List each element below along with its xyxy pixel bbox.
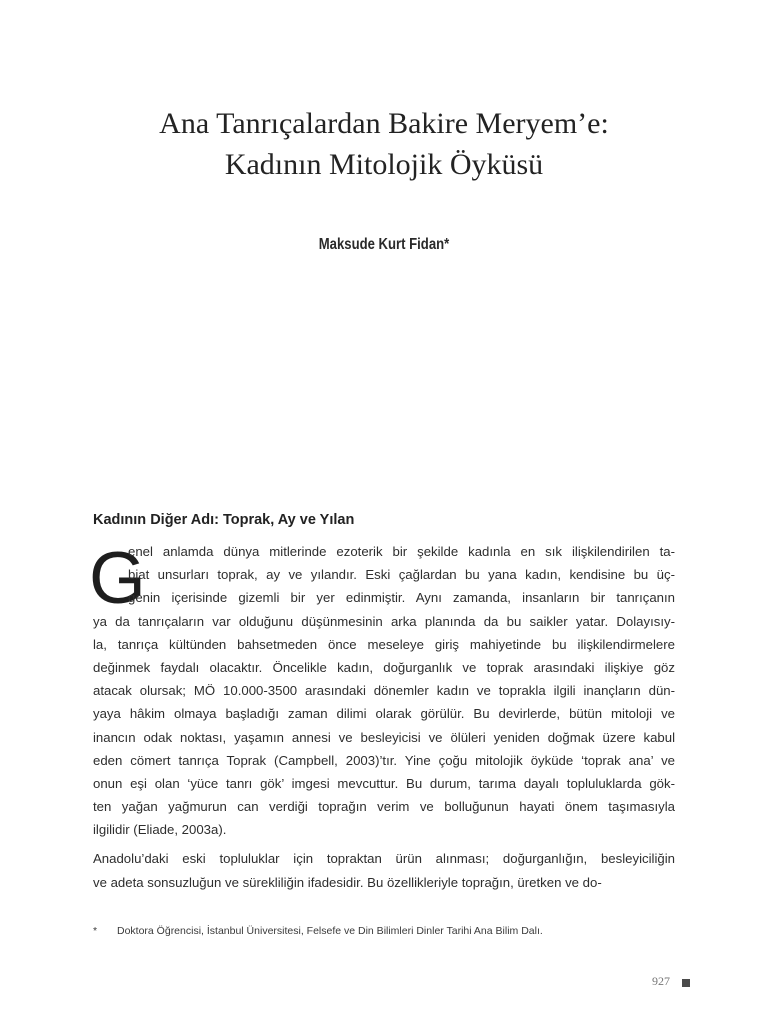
text-line: ve adeta sonsuzluğun ve sürekliliğin ifadesidir. Bu özellikleriyle toprağın, üretken ve do-	[93, 874, 602, 890]
text-line: la, tanrıça kültünden bahsetmeden önce meseleye giriş mahiyetinde bu ilişkilendirmelere	[93, 636, 675, 652]
text-line: eden cömert tanrıça Toprak (Campbell, 2003)’tır. Yine çoğu mitolojik öyküde ‘toprak ana’ ve	[93, 752, 675, 768]
text-line: atacak olursak; MÖ 10.000-3500 arasındaki dönemler kadın ve toprakla ilgili inançların dün-	[93, 683, 675, 699]
footnote-marker: *	[93, 925, 98, 937]
text-line: genin içerisinde gizemli bir yer edinmiştir. Aynı zamanda, insanların bir tanrıçanın	[128, 590, 675, 606]
title-line-2: Kadının Mitolojik Öyküsü	[224, 148, 544, 181]
paragraph-1	[93, 540, 675, 841]
article-title	[0, 103, 768, 185]
footnote	[93, 925, 693, 937]
page-number: 927	[652, 974, 670, 988]
title-line-1: Ana Tanrıçalardan Bakire Meryem’e:	[159, 107, 609, 140]
author-name: Maksude Kurt Fidan*	[318, 236, 450, 253]
body-text	[93, 540, 675, 894]
page-marker-square	[682, 979, 690, 987]
text-line: Anadolu’daki eski topluluklar için topraktan ürün alınması; doğurganlığın, besleyiciliğin	[93, 851, 675, 867]
text-line: ilgilidir (Eliade, 2003a).	[93, 822, 227, 838]
text-line: yaya hâkim olmaya başladığı zaman dilimi olarak görülür. Bu devirlerde, bütün mitoloji ve	[93, 706, 675, 722]
text-line: ya da tanrıçaların var olduğunu düşünmesinin arka planında da bu saikler yatar. Dolayısıy-	[93, 613, 675, 629]
text-line: onun eşi olan ‘yüce tanrı gök’ imgesi mevcuttur. Bu durum, tarıma dayalı topluluklarda gök-	[93, 775, 675, 791]
text-line: enel anlamda dünya mitlerinde ezoterik bir şekilde kadınla en sık ilişkilendirilen ta-	[128, 544, 675, 559]
text-line: biat unsurları toprak, ay ve yılandır. Eski çağlardan bu yana kadın, kendisine bu üç-	[128, 567, 675, 583]
text-line: inancın odak noktası, yaşamın annesi ve besleyicisi ve ölüleri yeniden doğmak üzere kabul	[93, 729, 675, 745]
paragraph-2	[93, 847, 675, 893]
footnote-text: Doktora Öğrencisi, İstanbul Üniversitesi, Felsefe ve Din Bilimleri Dinler Tarihi Ana Bilim Dalı.	[117, 925, 543, 937]
drop-cap: G	[89, 538, 146, 619]
section-heading: Kadının Diğer Adı: Toprak, Ay ve Yılan	[93, 512, 355, 528]
text-line: değinmek faydalı olacaktır. Öncelikle kadın, doğurganlık ve toprak arasındaki ilişkiye göz	[93, 659, 675, 675]
text-line: ten yağan yağmurun can verdiği toprağın verim ve bolluğunun hayati önem taşımasıyla	[93, 799, 675, 815]
